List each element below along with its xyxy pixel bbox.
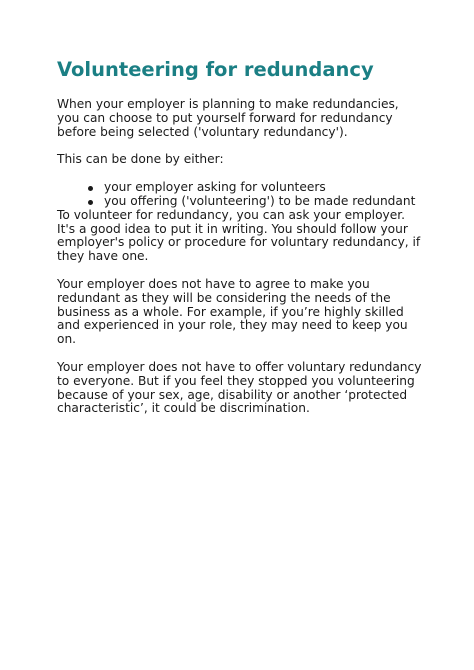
list-item-text: you offering ('volunteering') to be made redundant [104, 193, 416, 208]
list-item [88, 181, 422, 195]
list-item [88, 195, 422, 209]
options-list [57, 181, 422, 209]
how-to-volunteer-paragraph: To volunteer for redundancy, you can ask your employer. It's a good idea to put it in writing. You should follow your employer's policy or procedure for voluntary redundancy, if they have one. [57, 207, 421, 264]
intro-paragraph: When your employer is planning to make redundancies, you can choose to put yourself forward for redundancy before being selected ('voluntary redundancy'). [57, 97, 399, 139]
options-lead-paragraph: This can be done by either: [57, 152, 224, 167]
discrimination-paragraph: Your employer does not have to offer voluntary redundancy to everyone. But if you feel they stopped you volunteering because of your sex, age, disability or another ‘protected characteristic’, it could be discrimination. [57, 359, 422, 416]
employer-agreement-paragraph: Your employer does not have to agree to make you redundant as they will be considering the needs of the business as a whole. For example, if you’re highly skilled and experienced in your role, they may need to keep you on. [57, 276, 408, 347]
bullet-icon [88, 186, 93, 191]
list-item-text: your employer asking for volunteers [104, 180, 326, 195]
document-page [57, 58, 422, 416]
page-title: Volunteering for redundancy [57, 58, 374, 81]
bullet-icon [88, 200, 93, 205]
